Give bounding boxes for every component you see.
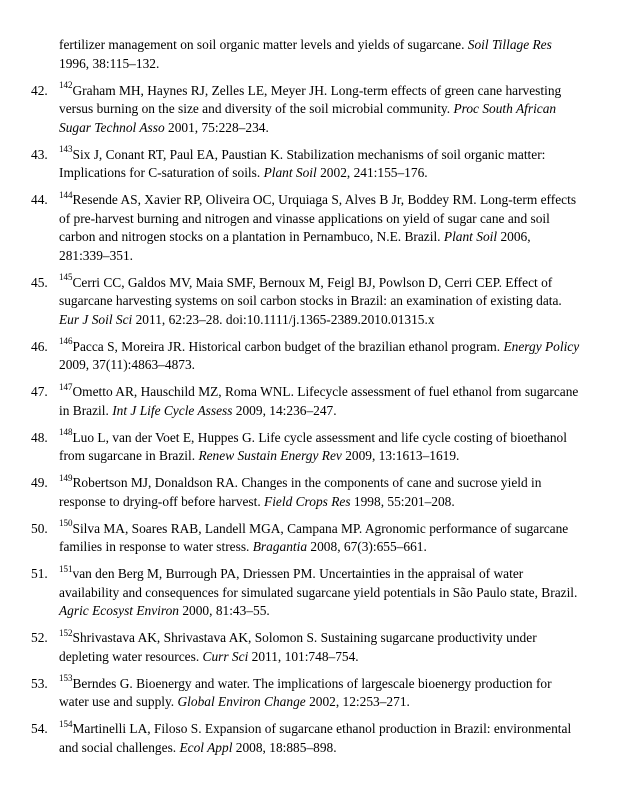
reference-journal: Energy Policy bbox=[503, 338, 580, 354]
reference-citation: 1998, 55:201–208. bbox=[350, 493, 455, 509]
reference-item bbox=[0, 36, 617, 73]
reference-superscript: 152 bbox=[59, 627, 73, 638]
reference-journal: Int J Life Cycle Assess bbox=[112, 402, 233, 418]
reference-journal: Ecol Appl bbox=[179, 739, 233, 755]
reference-citation: 2002, 12:253–271. bbox=[305, 694, 410, 709]
reference-superscript: 150 bbox=[59, 518, 73, 529]
reference-number: 47. bbox=[31, 384, 48, 399]
reference-number: 51. bbox=[31, 566, 48, 581]
reference-journal: Plant Soil bbox=[443, 229, 498, 244]
reference-item bbox=[0, 383, 617, 420]
reference-number: 48. bbox=[31, 429, 48, 445]
reference-citation: 2009, 37(11):4863–4873. bbox=[59, 357, 196, 372]
reference-superscript: 147 bbox=[59, 381, 73, 392]
reference-text: van den Berg M, Burrough PA, Driessen PM. Uncertainties in the appraisal of water availability and consequences for simulated sugarcane yield potentials in São Paulo state, Brazil. bbox=[59, 566, 578, 600]
reference-item bbox=[0, 146, 617, 183]
reference-number: 52. bbox=[31, 630, 48, 645]
reference-citation: 2006, 281:339–351. bbox=[59, 229, 531, 263]
reference-journal: Proc South African Sugar Technol Asso bbox=[59, 101, 557, 135]
reference-journal: Eur J Soil Sci bbox=[59, 311, 133, 327]
reference-number: 43. bbox=[31, 146, 48, 162]
reference-text: Six J, Conant RT, Paul EA, Paustian K. Stabilization mechanisms of soil organic matter: Implications for C-saturation of soils. bbox=[59, 146, 546, 180]
reference-journal: Global Environ Change bbox=[177, 694, 306, 709]
reference-item bbox=[0, 720, 617, 757]
reference-text: Graham MH, Haynes RJ, Zelles LE, Meyer JH. Long-term effects of green cane harvesting versus burning on the size and diversity of the soil microbial community. bbox=[59, 82, 562, 116]
reference-text: Robertson MJ, Donaldson RA. Changes in the components of cane and sucrose yield in response to drying-off before harvest. bbox=[59, 475, 542, 509]
reference-number: 42. bbox=[31, 82, 48, 98]
reference-journal: Field Crops Res bbox=[264, 493, 351, 509]
reference-citation: 2001, 75:228–234. bbox=[164, 119, 269, 135]
reference-item bbox=[0, 474, 617, 511]
reference-item bbox=[0, 82, 617, 138]
reference-text: Pacca S, Moreira JR. Historical carbon budget of the brazilian ethanol program. bbox=[72, 338, 504, 354]
reference-superscript: 146 bbox=[59, 336, 73, 347]
reference-number: 53. bbox=[31, 675, 48, 691]
reference-journal: Renew Sustain Energy Rev bbox=[198, 448, 342, 463]
reference-superscript: 145 bbox=[59, 272, 73, 283]
reference-number: 54. bbox=[31, 721, 48, 736]
reference-text: Shrivastava AK, Shrivastava AK, Solomon S. Sustaining sugarcane productivity under depleting water resources. bbox=[59, 630, 537, 664]
reference-number: 50. bbox=[31, 520, 48, 536]
reference-superscript: 148 bbox=[59, 427, 73, 438]
reference-number: 49. bbox=[31, 475, 48, 490]
reference-text: Luo L, van der Voet E, Huppes G. Life cycle assessment and life cycle costing of bioethanol from sugarcane in Brazil. bbox=[59, 429, 567, 463]
reference-superscript: 142 bbox=[59, 80, 73, 91]
reference-journal: Plant Soil bbox=[263, 165, 317, 180]
reference-superscript: 143 bbox=[59, 144, 73, 155]
reference-item bbox=[0, 675, 617, 712]
reference-list bbox=[0, 36, 617, 766]
reference-text: Martinelli LA, Filoso S. Expansion of sugarcane ethanol production in Brazil: environmental and social challenges. bbox=[59, 721, 572, 755]
reference-item bbox=[0, 338, 617, 375]
reference-superscript: 153 bbox=[59, 673, 73, 684]
reference-citation: 2009, 13:1613–1619. bbox=[341, 448, 460, 463]
reference-journal: Bragantia bbox=[252, 539, 308, 554]
reference-citation: 2011, 62:23–28. doi:10.1111/j.1365-2389.2010.01315.x bbox=[132, 311, 435, 327]
reference-citation: 2008, 18:885–898. bbox=[232, 739, 337, 755]
reference-item bbox=[0, 629, 617, 666]
reference-superscript: 149 bbox=[59, 472, 73, 483]
reference-number: 45. bbox=[31, 274, 48, 290]
reference-text: Cerri CC, Galdos MV, Maia SMF, Bernoux M, Feigl BJ, Powlson D, Cerri CEP. Effect of sugarcane harvesting systems on soil carbon stocks in Brazil: an examination of existing data. bbox=[59, 274, 562, 308]
reference-journal: Curr Sci bbox=[202, 648, 249, 664]
reference-item bbox=[0, 274, 617, 330]
reference-item bbox=[0, 565, 617, 621]
reference-citation: 2011, 101:748–754. bbox=[248, 648, 359, 664]
reference-number: 46. bbox=[31, 338, 48, 354]
reference-citation: 1996, 38:115–132. bbox=[59, 55, 160, 71]
reference-text: fertilizer management on soil organic matter levels and yields of sugarcane. bbox=[59, 37, 468, 52]
reference-citation: 2000, 81:43–55. bbox=[179, 603, 270, 618]
reference-text: Resende AS, Xavier RP, Oliveira OC, Urquiaga S, Alves B Jr, Boddey RM. Long-term effects of pre-harvest burning and nitrogen and vinasse applications on yield of sugar cane and soil carbon and nitrogen stocks on a plantation in Pernambuco, N.E. Brazil. bbox=[59, 192, 577, 244]
reference-superscript: 151 bbox=[59, 563, 73, 574]
reference-journal: Agric Ecosyst Environ bbox=[59, 603, 179, 618]
reference-journal: Soil Tillage Res bbox=[467, 37, 552, 52]
reference-superscript: 154 bbox=[59, 718, 73, 729]
reference-item bbox=[0, 191, 617, 265]
reference-superscript: 144 bbox=[59, 189, 73, 200]
reference-item bbox=[0, 429, 617, 466]
reference-number: 44. bbox=[31, 192, 48, 207]
reference-citation: 2009, 14:236–247. bbox=[232, 402, 337, 418]
reference-item bbox=[0, 520, 617, 557]
reference-text: Berndes G. Bioenergy and water. The implications of largescale bioenergy production for water use and supply. bbox=[59, 675, 552, 709]
reference-text: Ometto AR, Hauschild MZ, Roma WNL. Lifecycle assessment of fuel ethanol from sugarcane in Brazil. bbox=[59, 384, 579, 418]
reference-citation: 2002, 241:155–176. bbox=[316, 165, 428, 180]
reference-text: Silva MA, Soares RAB, Landell MGA, Campana MP. Agronomic performance of sugarcane families in response to water stress. bbox=[59, 520, 569, 554]
reference-citation: 2008, 67(3):655–661. bbox=[307, 539, 427, 554]
